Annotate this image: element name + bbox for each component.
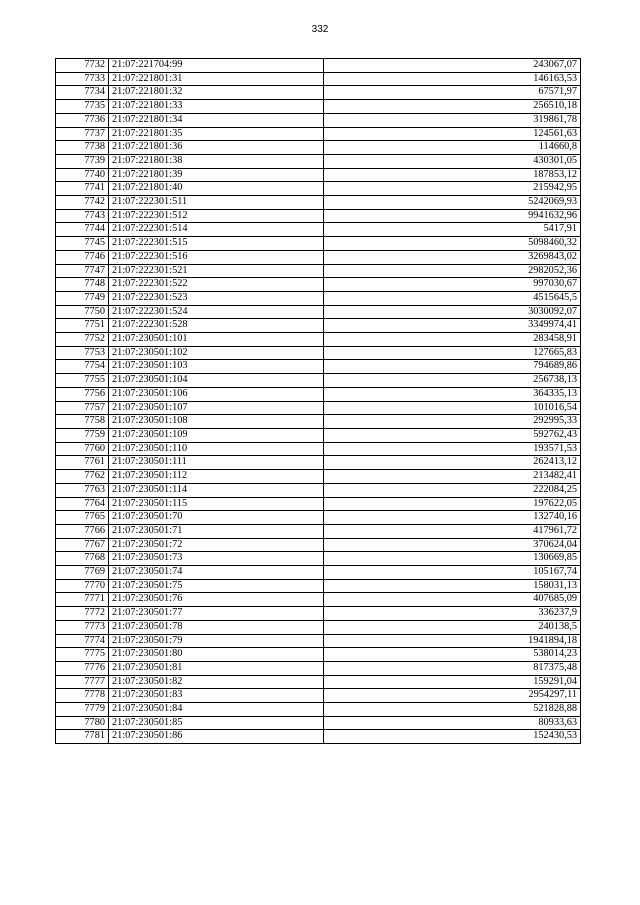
value-cell: 794689,86 xyxy=(324,360,581,374)
cadastral-number-cell: 21:07:230501:104 xyxy=(109,374,324,388)
row-number-cell: 7743 xyxy=(56,209,109,223)
value-cell: 521828,88 xyxy=(324,703,581,717)
row-number-cell: 7776 xyxy=(56,661,109,675)
table-row xyxy=(56,483,581,497)
cadastral-number-cell: 21:07:230501:78 xyxy=(109,620,324,634)
table-row xyxy=(56,127,581,141)
row-number-cell: 7780 xyxy=(56,716,109,730)
table-row xyxy=(56,620,581,634)
row-number-cell: 7759 xyxy=(56,428,109,442)
cadastral-value-table xyxy=(55,58,581,744)
row-number-cell: 7736 xyxy=(56,113,109,127)
row-number-cell: 7777 xyxy=(56,675,109,689)
table-row xyxy=(56,182,581,196)
cadastral-number-cell: 21:07:230501:81 xyxy=(109,661,324,675)
cadastral-number-cell: 21:07:230501:106 xyxy=(109,387,324,401)
row-number-cell: 7779 xyxy=(56,703,109,717)
row-number-cell: 7760 xyxy=(56,442,109,456)
cadastral-number-cell: 21:07:230501:107 xyxy=(109,401,324,415)
cadastral-number-cell: 21:07:230501:112 xyxy=(109,470,324,484)
value-cell: 319861,78 xyxy=(324,113,581,127)
cadastral-number-cell: 21:07:221801:35 xyxy=(109,127,324,141)
cadastral-number-cell: 21:07:230501:82 xyxy=(109,675,324,689)
row-number-cell: 7737 xyxy=(56,127,109,141)
table-row xyxy=(56,689,581,703)
row-number-cell: 7745 xyxy=(56,237,109,251)
table-row xyxy=(56,552,581,566)
value-cell: 222084,25 xyxy=(324,483,581,497)
table-row xyxy=(56,250,581,264)
table-body xyxy=(56,59,581,744)
value-cell: 159291,04 xyxy=(324,675,581,689)
table-row xyxy=(56,360,581,374)
value-cell: 336237,9 xyxy=(324,607,581,621)
row-number-cell: 7765 xyxy=(56,511,109,525)
table-row xyxy=(56,442,581,456)
table-row xyxy=(56,470,581,484)
table-row xyxy=(56,333,581,347)
value-cell: 3030092,07 xyxy=(324,305,581,319)
value-cell: 132740,16 xyxy=(324,511,581,525)
row-number-cell: 7735 xyxy=(56,100,109,114)
cadastral-number-cell: 21:07:230501:77 xyxy=(109,607,324,621)
value-cell: 152430,53 xyxy=(324,730,581,744)
value-cell: 997030,67 xyxy=(324,278,581,292)
value-cell: 256510,18 xyxy=(324,100,581,114)
cadastral-number-cell: 21:07:230501:110 xyxy=(109,442,324,456)
cadastral-number-cell: 21:07:221801:33 xyxy=(109,100,324,114)
row-number-cell: 7747 xyxy=(56,264,109,278)
cadastral-number-cell: 21:07:222301:515 xyxy=(109,237,324,251)
cadastral-number-cell: 21:07:221801:39 xyxy=(109,168,324,182)
cadastral-number-cell: 21:07:230501:70 xyxy=(109,511,324,525)
cadastral-number-cell: 21:07:230501:86 xyxy=(109,730,324,744)
cadastral-number-cell: 21:07:221801:34 xyxy=(109,113,324,127)
value-cell: 158031,13 xyxy=(324,579,581,593)
row-number-cell: 7740 xyxy=(56,168,109,182)
value-cell: 364335,13 xyxy=(324,387,581,401)
table-row xyxy=(56,196,581,210)
row-number-cell: 7749 xyxy=(56,291,109,305)
table-row xyxy=(56,401,581,415)
cadastral-number-cell: 21:07:222301:511 xyxy=(109,196,324,210)
cadastral-number-cell: 21:07:230501:79 xyxy=(109,634,324,648)
row-number-cell: 7774 xyxy=(56,634,109,648)
cadastral-number-cell: 21:07:222301:523 xyxy=(109,291,324,305)
cadastral-number-cell: 21:07:222301:512 xyxy=(109,209,324,223)
row-number-cell: 7756 xyxy=(56,387,109,401)
cadastral-number-cell: 21:07:222301:514 xyxy=(109,223,324,237)
cadastral-number-cell: 21:07:230501:83 xyxy=(109,689,324,703)
row-number-cell: 7742 xyxy=(56,196,109,210)
value-cell: 67571,97 xyxy=(324,86,581,100)
cadastral-number-cell: 21:07:230501:74 xyxy=(109,566,324,580)
row-number-cell: 7770 xyxy=(56,579,109,593)
table-row xyxy=(56,59,581,73)
value-cell: 101016,54 xyxy=(324,401,581,415)
table-row xyxy=(56,566,581,580)
table-row xyxy=(56,524,581,538)
table-row xyxy=(56,346,581,360)
row-number-cell: 7767 xyxy=(56,538,109,552)
cadastral-number-cell: 21:07:222301:521 xyxy=(109,264,324,278)
table-row xyxy=(56,634,581,648)
row-number-cell: 7732 xyxy=(56,59,109,73)
row-number-cell: 7739 xyxy=(56,154,109,168)
table-row xyxy=(56,579,581,593)
row-number-cell: 7758 xyxy=(56,415,109,429)
cadastral-number-cell: 21:07:221801:32 xyxy=(109,86,324,100)
value-cell: 124561,63 xyxy=(324,127,581,141)
table-row xyxy=(56,538,581,552)
value-cell: 105167,74 xyxy=(324,566,581,580)
value-cell: 430301,05 xyxy=(324,154,581,168)
row-number-cell: 7755 xyxy=(56,374,109,388)
cadastral-number-cell: 21:07:230501:101 xyxy=(109,333,324,347)
value-cell: 80933,63 xyxy=(324,716,581,730)
table-row xyxy=(56,675,581,689)
table-row xyxy=(56,278,581,292)
table-row xyxy=(56,72,581,86)
cadastral-number-cell: 21:07:230501:102 xyxy=(109,346,324,360)
value-cell: 817375,48 xyxy=(324,661,581,675)
value-cell: 130669,85 xyxy=(324,552,581,566)
table-row xyxy=(56,86,581,100)
value-cell: 370624,04 xyxy=(324,538,581,552)
table-row xyxy=(56,154,581,168)
row-number-cell: 7754 xyxy=(56,360,109,374)
row-number-cell: 7748 xyxy=(56,278,109,292)
row-number-cell: 7764 xyxy=(56,497,109,511)
row-number-cell: 7781 xyxy=(56,730,109,744)
cadastral-number-cell: 21:07:221801:36 xyxy=(109,141,324,155)
table-row xyxy=(56,593,581,607)
table-row xyxy=(56,497,581,511)
table-row xyxy=(56,100,581,114)
cadastral-number-cell: 21:07:230501:114 xyxy=(109,483,324,497)
cadastral-number-cell: 21:07:230501:103 xyxy=(109,360,324,374)
value-cell: 1941894,18 xyxy=(324,634,581,648)
value-cell: 9941632,96 xyxy=(324,209,581,223)
table-row xyxy=(56,703,581,717)
cadastral-number-cell: 21:07:221704:99 xyxy=(109,59,324,73)
row-number-cell: 7761 xyxy=(56,456,109,470)
cadastral-number-cell: 21:07:230501:75 xyxy=(109,579,324,593)
row-number-cell: 7738 xyxy=(56,141,109,155)
value-cell: 240138,5 xyxy=(324,620,581,634)
cadastral-number-cell: 21:07:222301:528 xyxy=(109,319,324,333)
table-row xyxy=(56,511,581,525)
table-row xyxy=(56,648,581,662)
cadastral-number-cell: 21:07:230501:71 xyxy=(109,524,324,538)
row-number-cell: 7741 xyxy=(56,182,109,196)
table-row xyxy=(56,607,581,621)
table-row xyxy=(56,113,581,127)
cadastral-number-cell: 21:07:230501:108 xyxy=(109,415,324,429)
table-row xyxy=(56,730,581,744)
table-row xyxy=(56,237,581,251)
table-row xyxy=(56,305,581,319)
cadastral-number-cell: 21:07:230501:76 xyxy=(109,593,324,607)
value-cell: 2982052,36 xyxy=(324,264,581,278)
table-row xyxy=(56,456,581,470)
cadastral-number-cell: 21:07:222301:522 xyxy=(109,278,324,292)
value-cell: 407685,09 xyxy=(324,593,581,607)
cadastral-number-cell: 21:07:222301:516 xyxy=(109,250,324,264)
value-cell: 127665,83 xyxy=(324,346,581,360)
row-number-cell: 7752 xyxy=(56,333,109,347)
table-row xyxy=(56,374,581,388)
table-row xyxy=(56,291,581,305)
cadastral-number-cell: 21:07:230501:111 xyxy=(109,456,324,470)
row-number-cell: 7768 xyxy=(56,552,109,566)
value-cell: 538014,23 xyxy=(324,648,581,662)
value-cell: 417961,72 xyxy=(324,524,581,538)
cadastral-number-cell: 21:07:221801:40 xyxy=(109,182,324,196)
value-cell: 4515645,5 xyxy=(324,291,581,305)
table-row xyxy=(56,264,581,278)
row-number-cell: 7773 xyxy=(56,620,109,634)
value-cell: 213482,41 xyxy=(324,470,581,484)
cadastral-number-cell: 21:07:230501:72 xyxy=(109,538,324,552)
row-number-cell: 7769 xyxy=(56,566,109,580)
value-cell: 283458,91 xyxy=(324,333,581,347)
page-number: 332 xyxy=(311,24,329,35)
value-cell: 243067,07 xyxy=(324,59,581,73)
value-cell: 256738,13 xyxy=(324,374,581,388)
value-cell: 5242069,93 xyxy=(324,196,581,210)
cadastral-number-cell: 21:07:222301:524 xyxy=(109,305,324,319)
row-number-cell: 7751 xyxy=(56,319,109,333)
row-number-cell: 7744 xyxy=(56,223,109,237)
row-number-cell: 7733 xyxy=(56,72,109,86)
row-number-cell: 7753 xyxy=(56,346,109,360)
value-cell: 592762,43 xyxy=(324,428,581,442)
value-cell: 262413,12 xyxy=(324,456,581,470)
row-number-cell: 7762 xyxy=(56,470,109,484)
cadastral-number-cell: 21:07:230501:85 xyxy=(109,716,324,730)
row-number-cell: 7771 xyxy=(56,593,109,607)
table-row xyxy=(56,319,581,333)
row-number-cell: 7746 xyxy=(56,250,109,264)
table-row xyxy=(56,415,581,429)
value-cell: 5098460,32 xyxy=(324,237,581,251)
table-row xyxy=(56,716,581,730)
cadastral-number-cell: 21:07:230501:73 xyxy=(109,552,324,566)
value-cell: 193571,53 xyxy=(324,442,581,456)
table-row xyxy=(56,168,581,182)
value-cell: 114660,8 xyxy=(324,141,581,155)
value-cell: 197622,05 xyxy=(324,497,581,511)
value-cell: 292995,33 xyxy=(324,415,581,429)
value-cell: 215942,95 xyxy=(324,182,581,196)
cadastral-number-cell: 21:07:230501:109 xyxy=(109,428,324,442)
row-number-cell: 7772 xyxy=(56,607,109,621)
value-cell: 5417,91 xyxy=(324,223,581,237)
row-number-cell: 7775 xyxy=(56,648,109,662)
value-cell: 3269843,02 xyxy=(324,250,581,264)
value-cell: 3349974,41 xyxy=(324,319,581,333)
table-row xyxy=(56,141,581,155)
value-cell: 2954297,11 xyxy=(324,689,581,703)
cadastral-number-cell: 21:07:221801:31 xyxy=(109,72,324,86)
cadastral-number-cell: 21:07:230501:84 xyxy=(109,703,324,717)
value-cell: 187853,12 xyxy=(324,168,581,182)
table-row xyxy=(56,209,581,223)
table-row xyxy=(56,223,581,237)
cadastral-number-cell: 21:07:230501:115 xyxy=(109,497,324,511)
cadastral-number-cell: 21:07:221801:38 xyxy=(109,154,324,168)
cadastral-number-cell: 21:07:230501:80 xyxy=(109,648,324,662)
row-number-cell: 7766 xyxy=(56,524,109,538)
row-number-cell: 7778 xyxy=(56,689,109,703)
row-number-cell: 7763 xyxy=(56,483,109,497)
table-row xyxy=(56,428,581,442)
value-cell: 146163,53 xyxy=(324,72,581,86)
row-number-cell: 7734 xyxy=(56,86,109,100)
table-row xyxy=(56,661,581,675)
row-number-cell: 7750 xyxy=(56,305,109,319)
table-row xyxy=(56,387,581,401)
row-number-cell: 7757 xyxy=(56,401,109,415)
